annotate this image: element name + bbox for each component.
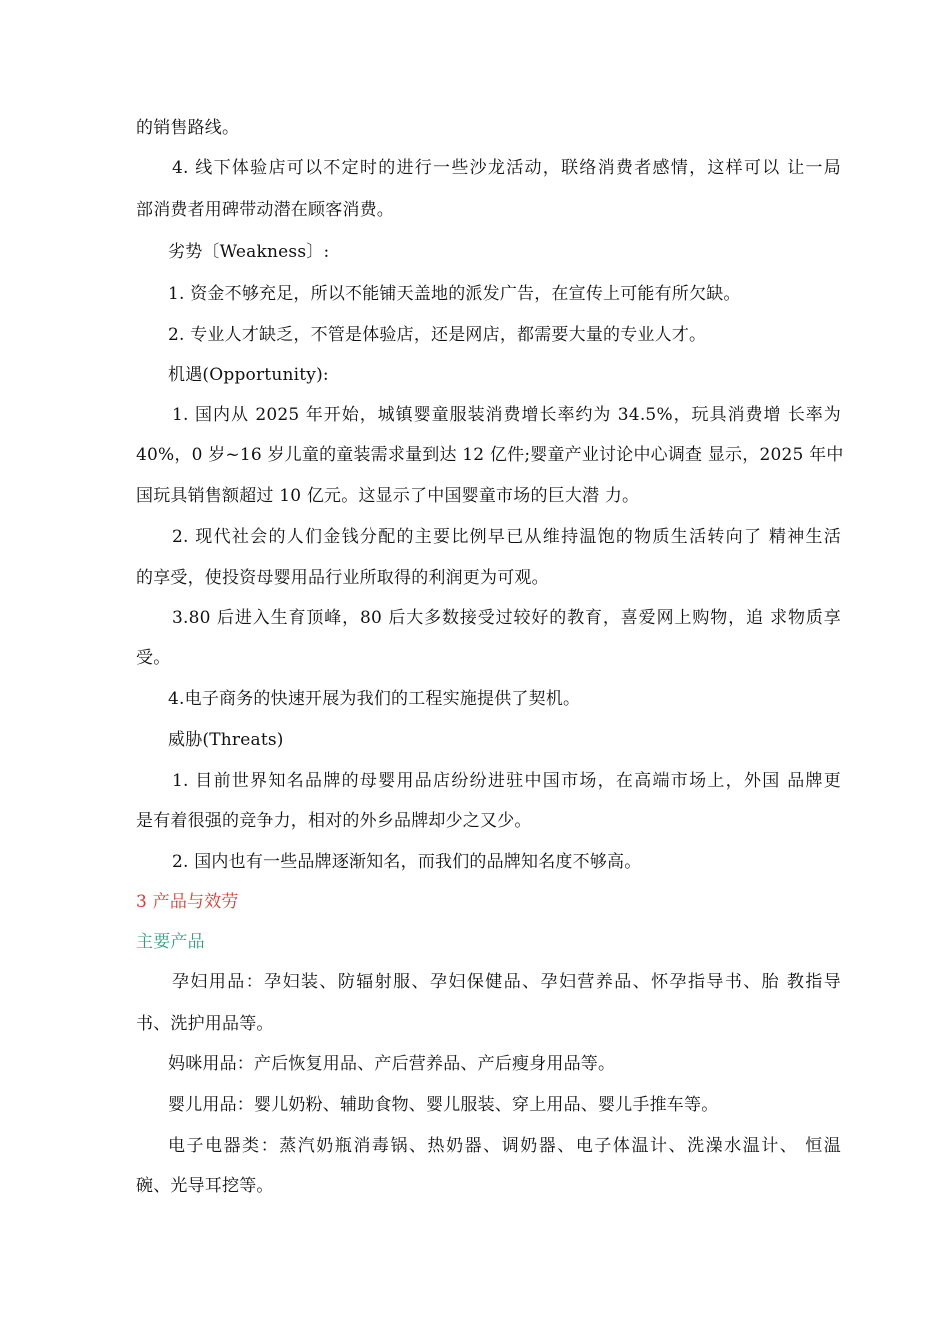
baby-products: 婴儿用品：婴儿奶粉、辅助食物、婴儿服装、穿上用品、婴儿手推车等。 (168, 1095, 719, 1115)
weakness-item-1: 1. 资金不够充足，所以不能铺天盖地的派发广告，在宣传上可能有所欠缺。 (168, 284, 741, 304)
electronic-products-line-1: 电子电器类：蒸汽奶瓶消毒锅、热奶器、调奶器、电子体温计、洗澡水温计、 恒温 (168, 1136, 841, 1156)
threats-item-1-line-2: 是有着很强的竞争力，相对的外乡品牌却少之又少。 (136, 811, 532, 831)
strength-item-4-line-2: 部消费者用碑带动潜在顾客消费。 (136, 200, 394, 220)
maternity-products-line-1: 孕妇用品：孕妇装、防辐射服、孕妇保健品、孕妇营养品、怀孕指导书、胎 教指导 (172, 972, 841, 992)
opportunity-item-3-line-1: 3.80 后进入生育顶峰，80 后大多数接受过较好的教育，喜爱网上购物，追 求物质享 (172, 608, 841, 628)
maternity-products-line-2: 书、洗护用品等。 (136, 1014, 274, 1034)
threats-item-2: 2. 国内也有一些品牌逐渐知名，而我们的品牌知名度不够高。 (172, 852, 642, 872)
weakness-heading: 劣势〔Weakness〕: (168, 242, 330, 262)
opportunity-item-3-line-2: 受。 (136, 648, 171, 668)
opportunity-item-2-line-2: 的享受，使投资母婴用品行业所取得的利润更为可观。 (136, 568, 549, 588)
threats-heading: 威胁(Threats) (168, 730, 284, 750)
opportunity-item-1-line-1: 1. 国内从 2025 年开始，城镇婴童服装消费增长率约为 34.5%，玩具消费增 长率为 (172, 405, 841, 425)
subsection-heading: 主要产品 (136, 932, 205, 952)
opportunity-item-4: 4.电子商务的快速开展为我们的工程实施提供了契机。 (168, 689, 581, 709)
paragraph-line: 的销售路线。 (136, 118, 240, 138)
weakness-item-2: 2. 专业人才缺乏，不管是体验店，还是网店，都需要大量的专业人才。 (168, 325, 707, 345)
threats-item-1-line-1: 1. 目前世界知名品牌的母婴用品店纷纷进驻中国市场，在高端市场上，外国 品牌更 (172, 771, 841, 791)
opportunity-item-1-line-3: 国玩具销售额超过 10 亿元。这显示了中国婴童市场的巨大潜 力。 (136, 486, 640, 506)
opportunity-item-2-line-1: 2. 现代社会的人们金钱分配的主要比例早已从维持温饱的物质生活转向了 精神生活 (172, 527, 841, 547)
opportunity-item-1-line-2: 40%，0 岁~16 岁儿童的童装需求量到达 12 亿件;婴童产业讨论中心调查 显示，2025 年中 (136, 445, 844, 465)
section-heading: 3 产品与效劳 (136, 892, 239, 912)
electronic-products-line-2: 碗、光导耳挖等。 (136, 1176, 274, 1196)
strength-item-4-line-1: 4. 线下体验店可以不定时的进行一些沙龙活动，联络消费者感情，这样可以 让一局 (172, 158, 841, 178)
mother-products: 妈咪用品：产后恢复用品、产后营养品、产后瘦身用品等。 (168, 1054, 616, 1074)
opportunity-heading: 机遇(Opportunity): (168, 365, 329, 385)
